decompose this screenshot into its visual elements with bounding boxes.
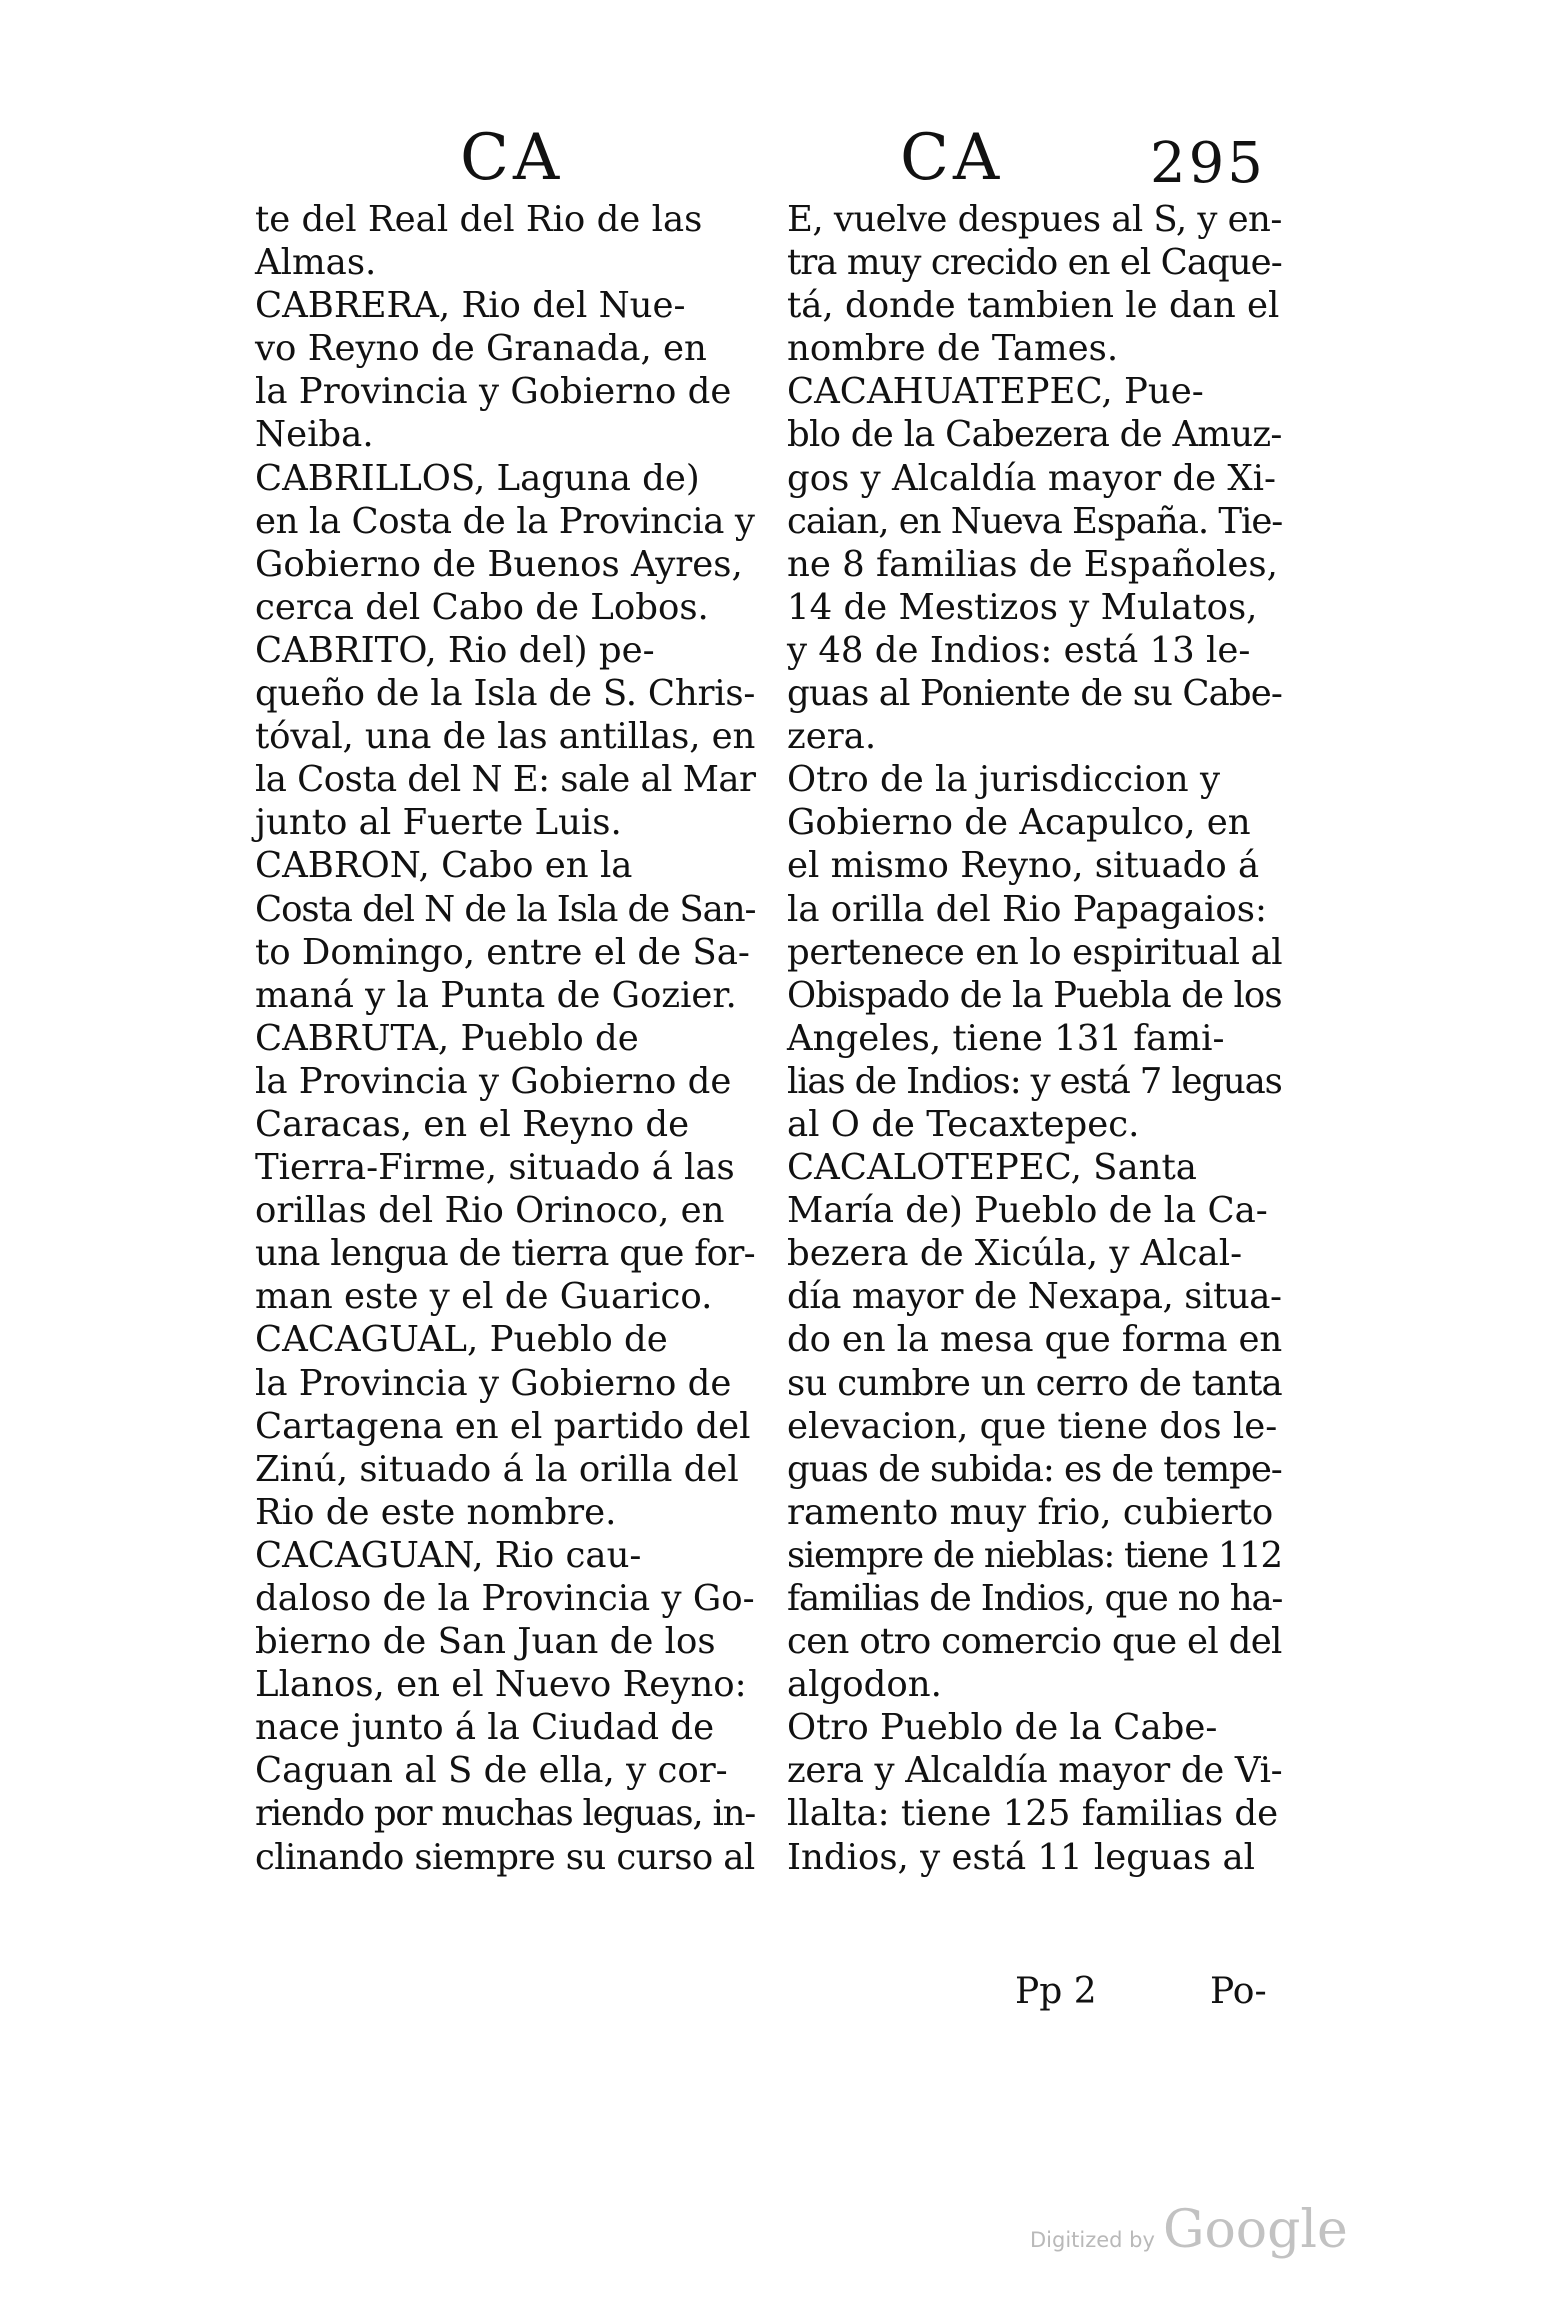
text-line: CACAGUAL, Pueblo de <box>255 1319 668 1361</box>
text-line: CABRON, Cabo en la <box>255 845 633 887</box>
text-line: el mismo Reyno, situado á <box>787 845 1260 887</box>
digitization-watermark <box>1030 2200 1348 2260</box>
text-line: queño de la Isla de S. Chris- <box>255 673 756 715</box>
text-line: Caracas, en el Reyno de <box>255 1103 690 1145</box>
text-line: te del Real del Rio de las <box>255 199 703 240</box>
text-line: Rio de este nombre. <box>255 1491 617 1533</box>
text-line: nace junto á la Ciudad de <box>255 1707 715 1749</box>
text-line: bierno de San Juan de los <box>255 1621 716 1663</box>
running-head-left: CA <box>460 121 564 195</box>
text-line: la orilla del Rio Papagaios: <box>787 888 1267 930</box>
text-line: CACALOTEPEC, Santa <box>787 1147 1197 1189</box>
catchword: Po- <box>1210 1971 1267 2012</box>
text-line: la Provincia y Gobierno de <box>255 371 732 413</box>
text-line: elevacion, que tiene dos le- <box>787 1405 1278 1447</box>
text-line: tóval, una de las antillas, en <box>255 716 756 758</box>
page-number: 295 <box>1150 131 1266 196</box>
text-line: tá, donde tambien le dan el <box>787 285 1280 327</box>
text-line: una lengua de tierra que for- <box>255 1233 755 1275</box>
text-line: la Provincia y Gobierno de <box>255 1362 732 1404</box>
text-line: CACAHUATEPEC, Pue- <box>787 371 1204 413</box>
text-line: junto al Fuerte Luis. <box>255 802 622 844</box>
text-line: Otro Pueblo de la Cabe- <box>787 1707 1218 1749</box>
text-line: llalta: tiene 125 familias de <box>787 1793 1279 1835</box>
text-line: do en la mesa que forma en <box>787 1319 1283 1361</box>
text-line: Caguan al S de ella, y cor- <box>255 1750 728 1792</box>
text-line: Indios, y está 11 leguas al <box>787 1836 1256 1878</box>
text-line: riendo por muchas leguas, in- <box>255 1793 755 1835</box>
text-line: Gobierno de Acapulco, en <box>787 802 1251 844</box>
text-line: María de) Pueblo de la Ca- <box>787 1190 1268 1232</box>
text-line: la Provincia y Gobierno de <box>255 1060 732 1102</box>
text-line: siempre de nieblas: tiene 112 <box>787 1534 1282 1576</box>
text-line: al O de Tecaxtepec. <box>787 1103 1140 1145</box>
text-line: CABRERA, Rio del Nue- <box>255 285 686 327</box>
text-line: Neiba. <box>255 414 374 456</box>
text-line: guas al Poniente de su Cabe- <box>787 673 1282 715</box>
text-line: vo Reyno de Granada, en <box>255 328 707 370</box>
text-line: guas de subida: es de tempe- <box>787 1448 1282 1490</box>
text-line: cen otro comercio que el del <box>787 1621 1282 1663</box>
text-line: nombre de Tames. <box>787 328 1119 370</box>
text-line: familias de Indios, que no ha- <box>787 1578 1283 1619</box>
text-line: orillas del Rio Orinoco, en <box>255 1190 725 1232</box>
right-column <box>787 198 1282 1879</box>
text-line: ramento muy frio, cubierto <box>787 1491 1274 1533</box>
text-line: Zinú, situado á la orilla del <box>255 1448 739 1490</box>
text-line: CABRITO, Rio del) pe- <box>255 629 655 671</box>
text-line: cerca del Cabo de Lobos. <box>255 586 709 628</box>
text-line: ne 8 familias de Españoles, <box>787 543 1278 585</box>
text-line: Almas. <box>255 242 377 284</box>
google-logo: Google <box>1162 2200 1348 2260</box>
text-line: daloso de la Provincia y Go- <box>255 1578 755 1619</box>
text-line: tra muy crecido en el Caque- <box>787 242 1282 284</box>
text-line: Obispado de la Puebla de los <box>787 974 1282 1016</box>
text-line: Llanos, en el Nuevo Reyno: <box>255 1664 747 1706</box>
text-line: en la Costa de la Provincia y <box>255 500 755 542</box>
text-line: gos y Alcaldía mayor de Xi- <box>787 457 1277 499</box>
text-line: día mayor de Nexapa, situa- <box>787 1276 1282 1318</box>
text-line: man este y el de Guarico. <box>255 1276 713 1318</box>
text-line: y 48 de Indios: está 13 le- <box>787 629 1251 671</box>
text-line: pertenece en lo espiritual al <box>787 931 1283 973</box>
text-line: Otro de la jurisdiccion y <box>787 759 1221 801</box>
text-line: la Costa del N E: sale al Mar <box>255 759 756 801</box>
text-line: zera. <box>787 716 877 758</box>
watermark-prefix: Digitized by <box>1030 2228 1155 2252</box>
text-line: blo de la Cabezera de Amuz- <box>787 414 1282 456</box>
text-line: bezera de Xicúla, y Alcal- <box>787 1233 1243 1275</box>
text-line: Angeles, tiene 131 fami- <box>787 1017 1225 1059</box>
text-line: CACAGUAN, Rio cau- <box>255 1534 642 1576</box>
text-line: CABRILLOS, Laguna de) <box>255 457 700 499</box>
text-line: algodon. <box>787 1664 942 1706</box>
text-line: CABRUTA, Pueblo de <box>255 1017 639 1059</box>
text-line: su cumbre un cerro de tanta <box>787 1362 1283 1404</box>
text-line: Gobierno de Buenos Ayres, <box>255 543 743 585</box>
text-line: maná y la Punta de Gozier. <box>255 974 737 1016</box>
text-line: caian, en Nueva España. Tie- <box>787 500 1283 542</box>
text-line: to Domingo, entre el de Sa- <box>255 931 750 973</box>
text-line: Tierra-Firme, situado á las <box>255 1147 735 1189</box>
text-line: zera y Alcaldía mayor de Vi- <box>787 1750 1283 1792</box>
text-line: Costa del N de la Isla de San- <box>255 888 756 930</box>
left-column <box>255 198 755 1879</box>
text-line: lias de Indios: y está 7 leguas <box>787 1060 1282 1102</box>
signature-mark: Pp 2 <box>1015 1971 1097 2012</box>
text-line: Cartagena en el partido del <box>255 1405 751 1447</box>
running-head-right: CA <box>900 121 1004 195</box>
text-line: clinando siempre su curso al <box>255 1836 755 1878</box>
text-line: E, vuelve despues al S, y en- <box>787 199 1282 240</box>
text-line: 14 de Mestizos y Mulatos, <box>787 586 1258 628</box>
